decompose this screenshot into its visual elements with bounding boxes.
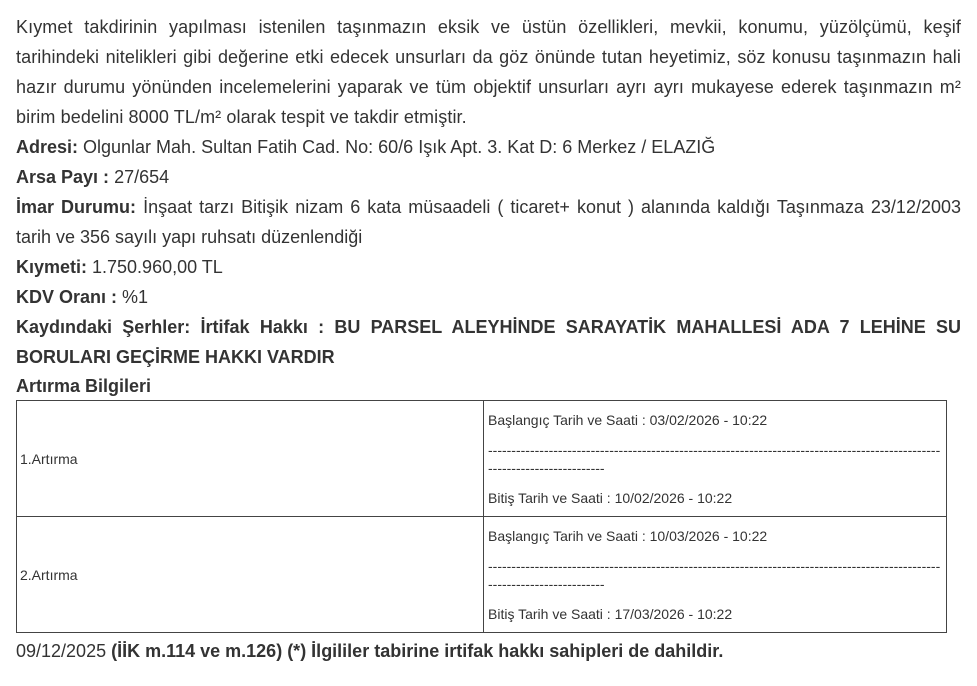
address-value: Olgunlar Mah. Sultan Fatih Cad. No: 60/6 Işık Apt. 3. Kat D: 6 Merkez / ELAZIĞ — [78, 137, 716, 157]
land-share-row — [16, 162, 961, 192]
land-share-value: 27/654 — [109, 167, 170, 187]
value-label: Kıymeti: — [16, 257, 88, 277]
encumbrances-label: Kaydındaki Şerhler: — [16, 317, 191, 337]
auction-name: 2.Artırma — [17, 517, 484, 633]
footer-text: (İİK m.114 ve m.126) (*) İlgililer tabirine irtifak hakkı sahipleri de dahildir. — [111, 641, 724, 661]
auction-dates — [484, 517, 947, 633]
intro-paragraph: Kıymet takdirinin yapılması istenilen taşınmazın eksik ve üstün özellikleri, mevkii, konumu, yüzölçümü, keşif tarihindeki nitelikleri gibi değerine etki edecek unsurları da göz önünde tutan heyetimiz, söz konusu taşınmazın hali hazır durumu yönünden incelemelerini yaparak ve tüm objektif unsurları ayrı ayrı mukayese ederek taşınmazın m² birim bedelini 8000 TL/m² olarak tespit ve takdir etmiştir. — [16, 17, 961, 127]
value-amount: 1.750.960,00 TL — [87, 257, 223, 277]
footer-note — [16, 637, 961, 665]
auction-separator: -------------------------------------------------------------------------------------------------------------------------- — [488, 441, 941, 476]
auction-dates — [484, 401, 947, 517]
address-label: Adresi: — [16, 137, 79, 157]
auction-name: 1.Artırma — [17, 401, 484, 517]
zoning-row — [16, 192, 961, 252]
zoning-label: İmar Durumu: — [16, 197, 137, 217]
auction-start: Başlangıç Tarih ve Saati : 10/03/2026 - 10:22 — [488, 527, 768, 544]
vat-row — [16, 282, 961, 312]
encumbrances-value: İrtifak Hakkı : BU PARSEL ALEYHİNDE SARAYATİK MAHALLESİ ADA 7 LEHİNE SU BORULARI GEÇİRME HAKKI VARDIR — [16, 317, 961, 367]
auction-end: Bitiş Tarih ve Saati : 17/03/2026 - 10:22 — [488, 605, 733, 622]
vat-label: KDV Oranı : — [16, 287, 118, 307]
auction-start: Başlangıç Tarih ve Saati : 03/02/2026 - 10:22 — [488, 411, 768, 428]
vat-value: %1 — [117, 287, 149, 307]
auction-end: Bitiş Tarih ve Saati : 10/02/2026 - 10:22 — [488, 489, 733, 506]
auction-section-title: Artırma Bilgileri — [16, 376, 152, 396]
land-share-label: Arsa Payı : — [16, 167, 110, 187]
zoning-value: İnşaat tarzı Bitişik nizam 6 kata müsaadeli ( ticaret+ konut ) alanında kaldığı Taşınmaza 23/12/2003 tarih ve 356 sayılı yapı ruhsatı düzenlendiği — [16, 197, 961, 247]
value-row — [16, 252, 961, 282]
encumbrances-row — [16, 312, 961, 372]
auction-table — [16, 400, 947, 633]
table-row — [17, 517, 947, 633]
auction-separator: -------------------------------------------------------------------------------------------------------------------------- — [488, 557, 941, 592]
table-row — [17, 401, 947, 517]
address-row — [16, 132, 961, 162]
footer-date: 09/12/2025 — [16, 641, 112, 661]
